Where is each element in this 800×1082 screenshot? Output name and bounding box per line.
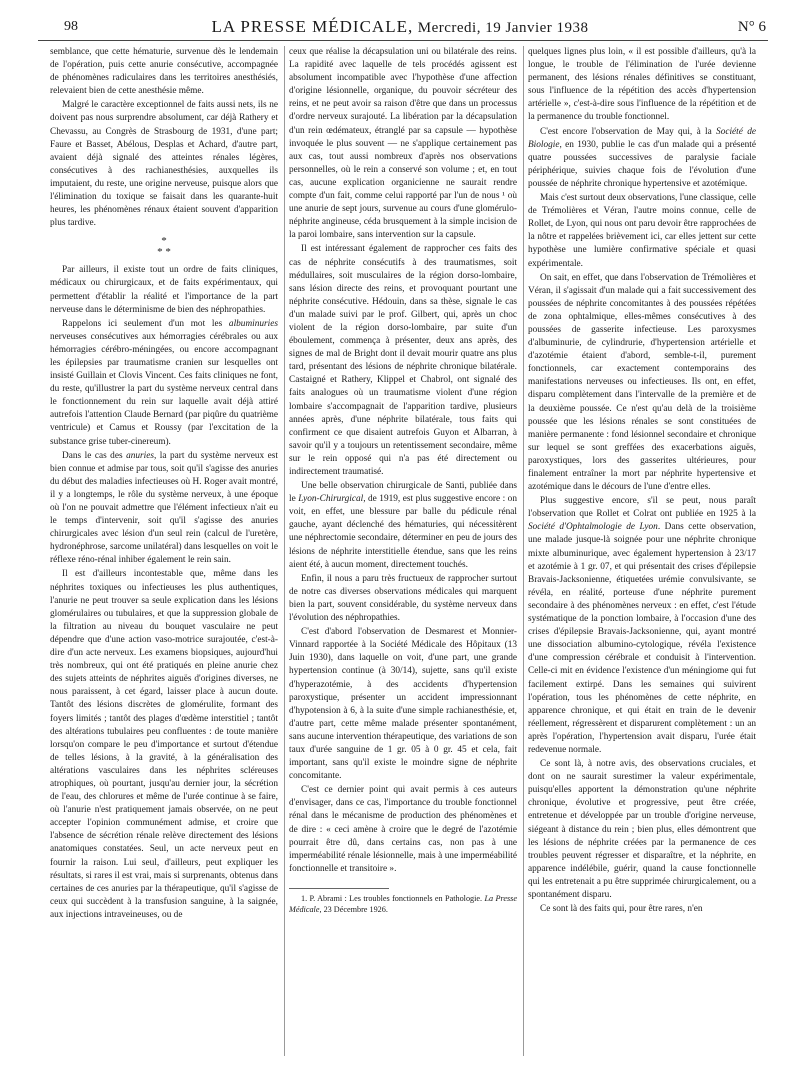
- paragraph: On sait, en effet, que dans l'observation de Trémolières et Véran, il s'agissait d'un malade qui a fait successivement des poussées de néphrite concomitantes à des poussées répétées de zona ophtalmique, elles-mêmes consécutives à des poussées de gasserite infectieuse. Les paroxysmes d'albuminurie, de cylindrurie, d'hypertension artérielle et d'azotémie étaient d'abord, semble-t-il, purement fonctionnels, car exactement contemporains des manifestations nerveuses ou infectieuses. Ils ont, en effet, disparu complètement dans l'intervalle de la première et de la deuxième poussée. Ce n'est qu'au delà de la troisième poussée que les lésions rénales se sont constituées de manière permanente : fond lésionnel secondaire et chronique sur lequel se sont greffées des exacerbations aiguës, paroxystiques, lors des gasserites ultérieures, pour finalement entraîner la mort par néphrite hypertensive et azotémique dans le décours de l'une d'entre elles.: [528, 272, 756, 493]
- paragraph: Mais c'est surtout deux observations, l'une classique, celle de Trémolières et Véran, l'autre moins connue, celle de Rollet, de Lyon, qui nous ont paru devoir être rapprochées de la nôtre et rappelées brièvement ici, car elles jettent sur cette hypothèse une lumière confirmative spéciale et quasi expérimentale.: [528, 193, 756, 269]
- text-column-1: [50, 46, 278, 1076]
- column-divider-2: [523, 46, 524, 1056]
- running-title: [34, 16, 766, 39]
- italic-journal-name: Lyon-Chirurgical: [298, 494, 364, 505]
- text-run: 1. P. Abrami : Les troubles fonctionnels en Pathologie.: [301, 893, 485, 903]
- asterisk-bottom: * *: [157, 246, 171, 259]
- paragraph: [289, 480, 517, 572]
- column-divider-1: [284, 46, 285, 1056]
- text-column-2: [289, 46, 517, 1076]
- footnote: [289, 893, 517, 915]
- italic-society-name: Société d'Ophtalmologie de Lyon: [528, 522, 658, 533]
- text-column-3: [528, 46, 756, 1076]
- text-run: Rappelons ici seulement d'un mot les: [62, 318, 229, 329]
- paragraph: Par ailleurs, il existe tout un ordre de faits cliniques, médicaux ou chirurgicaux, et de faits expérimentaux, qui permettent d'établir la réalité et l'importance de la part nerveuse dans le déterminisme de bien des néphropathies.: [50, 265, 278, 315]
- paragraph: quelques lignes plus loin, « il est possible d'ailleurs, qu'à la longue, le trouble de l'élimination de l'urée devienne permanent, des lésions rénales définitives se constituant, sous l'influence de la répétition des accès d'hypertension artérielle », c'est-à-dire sous l'influence de la répétition et de la permanence du trouble fonctionnel.: [528, 47, 756, 123]
- text-run: Dans le cas des: [62, 450, 127, 461]
- text-run: nerveuses consécutives aux hémorragies cérébrales ou aux hémorragies cérébro-méningées, ou encore accompagnant les épilepsies par traumatisme cranien sur lesquelles ont insisté Guillain et Clovis Vincent. Ces faits cliniques ne font, du reste, qu'illustrer la part du système nerveux central dans le fonctionnement du rein sur laquelle avait déjà attiré autrefois l'attention Claude Bernard (par piqûre du quatrième ventricule) et Camus et Roussy (par l'excitation de la substance grise tuber-cinereum).: [50, 331, 278, 447]
- text-run: , de 1919, est plus suggestive encore : on voit, en effet, une blessure par balle du pédicule rénal gauche, ayant déclenché des hématuries, qui nécessitèrent une néphrectomie secondaire, déterminer en peu de jours des lésions de néphrite interstitielle étendue, sans que les reins aient été, à aucun moment, directement touchés.: [289, 494, 517, 570]
- text-run: . Dans cette observation, une malade jusque-là soignée pour une néphrite chronique mixte albuminurique, avec également hypertension à 23/17 et azotémie à 1 gr. 07, et qui présentait des crises d'épilepsie Bravais-Jacksonienne, étiquetées urémie convulsivante, se révéla, en réalité, porteuse d'une néphrite purement secondaire à des phénomènes nerveux : en effet, c'est l'étude systématique de la ponction lombaire, à l'occasion d'une des crises d'épilepsie Bravais-Jacksonienne, qui, ayant montré une dissociation albumino-cytologique, révéla l'existence d'une compression cérébrale et conduisit à l'intervention. Celle-ci mit en évidence l'existence d'un méningiome qui fut facilement extirpé. Dans les semaines qui suivirent l'opération, tous les phénomènes de cette néphrite, en apparence chronique, et qui était en train de le devenir réellement, régressèrent et disparurent complètement : un an après l'opération, l'hypertension avait disparu, l'urée était redevenue normale.: [528, 522, 756, 755]
- paragraph: Il est d'ailleurs incontestable que, même dans les néphrites toxiques ou infectieuses les plus authentiques, l'anurie ne peut trouver sa seule explication dans les lésions glomérulaires ou tubulaires, et que la suppression globale de la filtration au niveau du bouquet vasculaire ne peut dépendre que d'une action vaso-motrice surajoutée, c'est-à-dire d'un acte nerveux. Les examens biopsiques, aujourd'hui très nombreux, qui ont été pratiqués en pleine anurie chez des sujets atteints de néphrites aiguës d'origines diverses, ne nous paraissent, à cet égard, laisser place à aucun doute. Tantôt des lésions discrètes de glomérulite, formant des foyers limités ; tantôt des plages d'œdème interstitiel ; tantôt des altérations tubulaires peu confluentes : de toute manière lorsqu'on compare le peu d'importance et surtout d'étendue de telles lésions, à la gravité, à la généralisation des altérations vasculaires dans les néphrites scléreuses atrophiques, où pourtant, jusqu'au dernier jour, la sécrétion de l'eau, des chlorures et même de l'urée continue à se faire, où l'anurie n'est pratiquement jamais observée, on ne peut accepter l'opinion communément admise, et croire que l'absence de sécrétion rénale relève directement des lésions anatomiques constatées. Seul, un acte nerveux peut en fournir la raison. Lui seul, d'ailleurs, peut expliquer les résultats, si rares il est vrai, mais si surprenants, obtenus dans certaines de ces anuries par la thérapeutique, qu'il s'agisse de ceux qui succèdent à la transfusion sanguine, à la saignée, aux injections intraveineuses, ou de: [50, 569, 278, 920]
- page-number: 98: [64, 19, 78, 34]
- issue-number: N° 6: [737, 19, 766, 35]
- text-run: , en 1930, publie le cas d'un malade qui a présenté quatre poussées successives de paralysie faciale périphérique, suivies chaque fois de l'évolution d'une poussée de néphrite chronique hypertensive et azotémique.: [528, 139, 756, 189]
- paragraph: C'est ce dernier point qui avait permis à ces auteurs d'envisager, dans ce cas, l'importance du trouble fonctionnel rénal dans le mécanisme de production des phénomènes et de dire : « ceci amène à croire que le degré de l'azotémie pourrait être dû, dans certains cas, non pas à une imperméabilité rénale lésionnelle, mais à une imperméabilité fonctionnelle et transitoire ».: [289, 785, 517, 874]
- paragraph: [50, 318, 278, 449]
- paragraph: Enfin, il nous a paru très fructueux de rapprocher surtout de notre cas diverses observations médicales qui marquent bien la part, souvent considérable, du système nerveux dans l'évolution des néphropathies.: [289, 573, 517, 624]
- italic-term: anuries: [126, 450, 154, 461]
- paragraph: [528, 126, 756, 191]
- paragraph: [528, 495, 756, 757]
- paragraph: Il est intéressant également de rapprocher ces faits des cas de néphrite consécutifs à des traumatismes, soit médullaires, soit musculaires de la région dorso-lombaire, sans lésion directe des reins, et provoquant pourtant une néphrite consécutive. Hédouin, dans sa thèse, signale le cas d'un malade suivi par le prof. Gilbert, qui, après un choc violent de la région dorso-lombaire, par suite d'un éboulement, commença à présenter, deux ans après, des signes de mal de Bright dont il devait mourir quatre ans plus tard, présentant des lésions de néphrite chronique bilatérale. Castaigné et Rathery, Klippel et Chabrol, ont signalé des faits analogues où un traumatisme violent d'une région lombaire s'accompagnait de l'apparition tardive, plusieurs années après, d'une néphrite bilatérale, tous faits qui confirment ce que disaient autrefois Guyon et Albarran, à savoir qu'il y a toujours un retentissement secondaire, même sur le rein opposé qui n'a pas été directement ou indirectement traumatisé.: [289, 244, 517, 477]
- italic-society-name: Société de Biologie: [528, 126, 756, 150]
- paragraph: C'est d'abord l'observation de Desmarest et Monnier-Vinnard rapportée à la Société Médicale des Hôpitaux (13 Juin 1930), dans laquelle on voit, d'une part, une grande hypertension continue (à 30/14), sujette, sans qu'il existe d'hyperazotémie, à des accidents d'hypertension paroxystique, présenter un accident impressionnant d'hypotension à 6, à la suite d'une simple rachianesthésie, et, d'autre part, cette même malade présenter spontanément, sans aucune intervention thérapeutique, des variations de son taux d'urée sanguine de 1 gr. 05 à 0 gr. 45 et cela, fait important, sans qu'il existe le moindre signe de néphrite concomitante.: [289, 627, 517, 782]
- section-break-asterisks: [50, 236, 278, 258]
- text-run: C'est encore l'observation de May qui, à la: [540, 126, 717, 137]
- italic-journal-name: La Presse Médicale: [289, 893, 517, 914]
- text-run: , 23 Décembre 1926.: [319, 904, 388, 914]
- footnote-rule: [289, 888, 389, 889]
- asterisk-top: *: [161, 235, 167, 248]
- text-run: Plus suggestive encore, s'il se peut, nous paraît l'observation que Rollet et Colrat ont publiée en 1925 à la: [528, 496, 756, 520]
- paragraph: ceux que réalise la décapsulation uni ou bilatérale des reins. La rapidité avec laquelle de tels procédés agissent est absolument incompatible avec l'hypothèse d'une affection d'origine lésionnelle, organique, du pouvoir sécréteur des reins, et ne peut avoir sa raison d'être que dans un processus d'ordre nerveux surajouté. La libération par la décapsulation d'un rein œdémateux, étranglé par sa capsule — hypothèse invoquée le plus souvent — ne s'applique certainement pas aux cas, tout aussi nombreux d'après nos observations personnelles, où le rein a conservé son volume ; et, en tout cas, aucune explication organicienne ne saurait rendre compte d'un fait, comme celui rapporté par l'un de nous ¹ où une anurie de sept jours, survenue au cours d'une glomérulo-néphrite angineuse, céda brusquement à la simple incision de la paroi lombaire, sans intervention sur la capsule.: [289, 47, 517, 241]
- paragraph: Ce sont là des faits qui, pour être rares, n'en: [540, 904, 703, 915]
- running-header: [34, 16, 766, 38]
- paragraph: Ce sont là, à notre avis, des observations cruciales, et dont on ne saurait surestimer la valeur expérimentale, puisqu'elles apportent la démonstration qu'une néphrite chronique, évolutive et progressive, peut être créée, entretenue et développée par un trouble d'origine nerveuse, siégeant à distance du rein ; bien plus, elles démontrent que les lésions de néphrite créées par la permanence de ces troubles peuvent régresser et disparaître, et la néphrite, en apparence indélébile, guérir, quand la cause fonctionnelle qui les entretenait a pu être supprimée chirurgicalement, ou a spontanément disparu.: [528, 759, 756, 900]
- italic-term: albuminuries: [228, 318, 278, 329]
- issue-date: Mercredi, 19 Janvier 1938: [417, 20, 589, 36]
- header-rule: [38, 40, 768, 41]
- text-run: , la part du système nerveux est bien connue et admise par tous, soit qu'il s'agisse des anuries du début des maladies infectieuses où H. Roger avait montré, il y a longtemps, le rôle du système nerveux, à une époque où l'on ne pouvait admettre que l'élément infectieux n'ait eu le temps d'intervenir, soit qu'il s'agisse des anuries chirurgicales avec lésion d'un seul rein (calcul de l'uretère, hydronéphrose, sarcome unilatéral) dans lesquelles on voit le réflexe réno-rénal inhiber également le rein sain.: [50, 450, 278, 566]
- text-run: Une belle observation chirurgicale de Santi, publiée dans le: [289, 481, 517, 505]
- paragraph: Malgré le caractère exceptionnel de faits aussi nets, ils ne doivent pas nous surprendre absolument, car déjà Rathery et Chevassu, au Congrès de Strasbourg de 1931, d'une part; Faure et Basset, Abélous, Desplas et Achard, d'autre part, avaient déjà signalé des atteintes rénales légères, consécutives à des rachianesthésies, auxquelles ils imputaient, du reste, une origine nerveuse, puisque alors que l'élimination du toxique se faisait dans les quarante-huit heures, les phénomènes rénaux étaient souvent d'apparition plus tardive.: [50, 100, 278, 229]
- paragraph: [50, 450, 278, 568]
- publication-name: LA PRESSE MÉDICALE,: [211, 17, 414, 36]
- paragraph: semblance, que cette hématurie, survenue dès le lendemain de l'opération, puis cette anurie consécutive, accompagnée de phénomènes radiculaires dans les territoires anesthésiés, relevaient bien de cette anesthésie même.: [50, 47, 278, 97]
